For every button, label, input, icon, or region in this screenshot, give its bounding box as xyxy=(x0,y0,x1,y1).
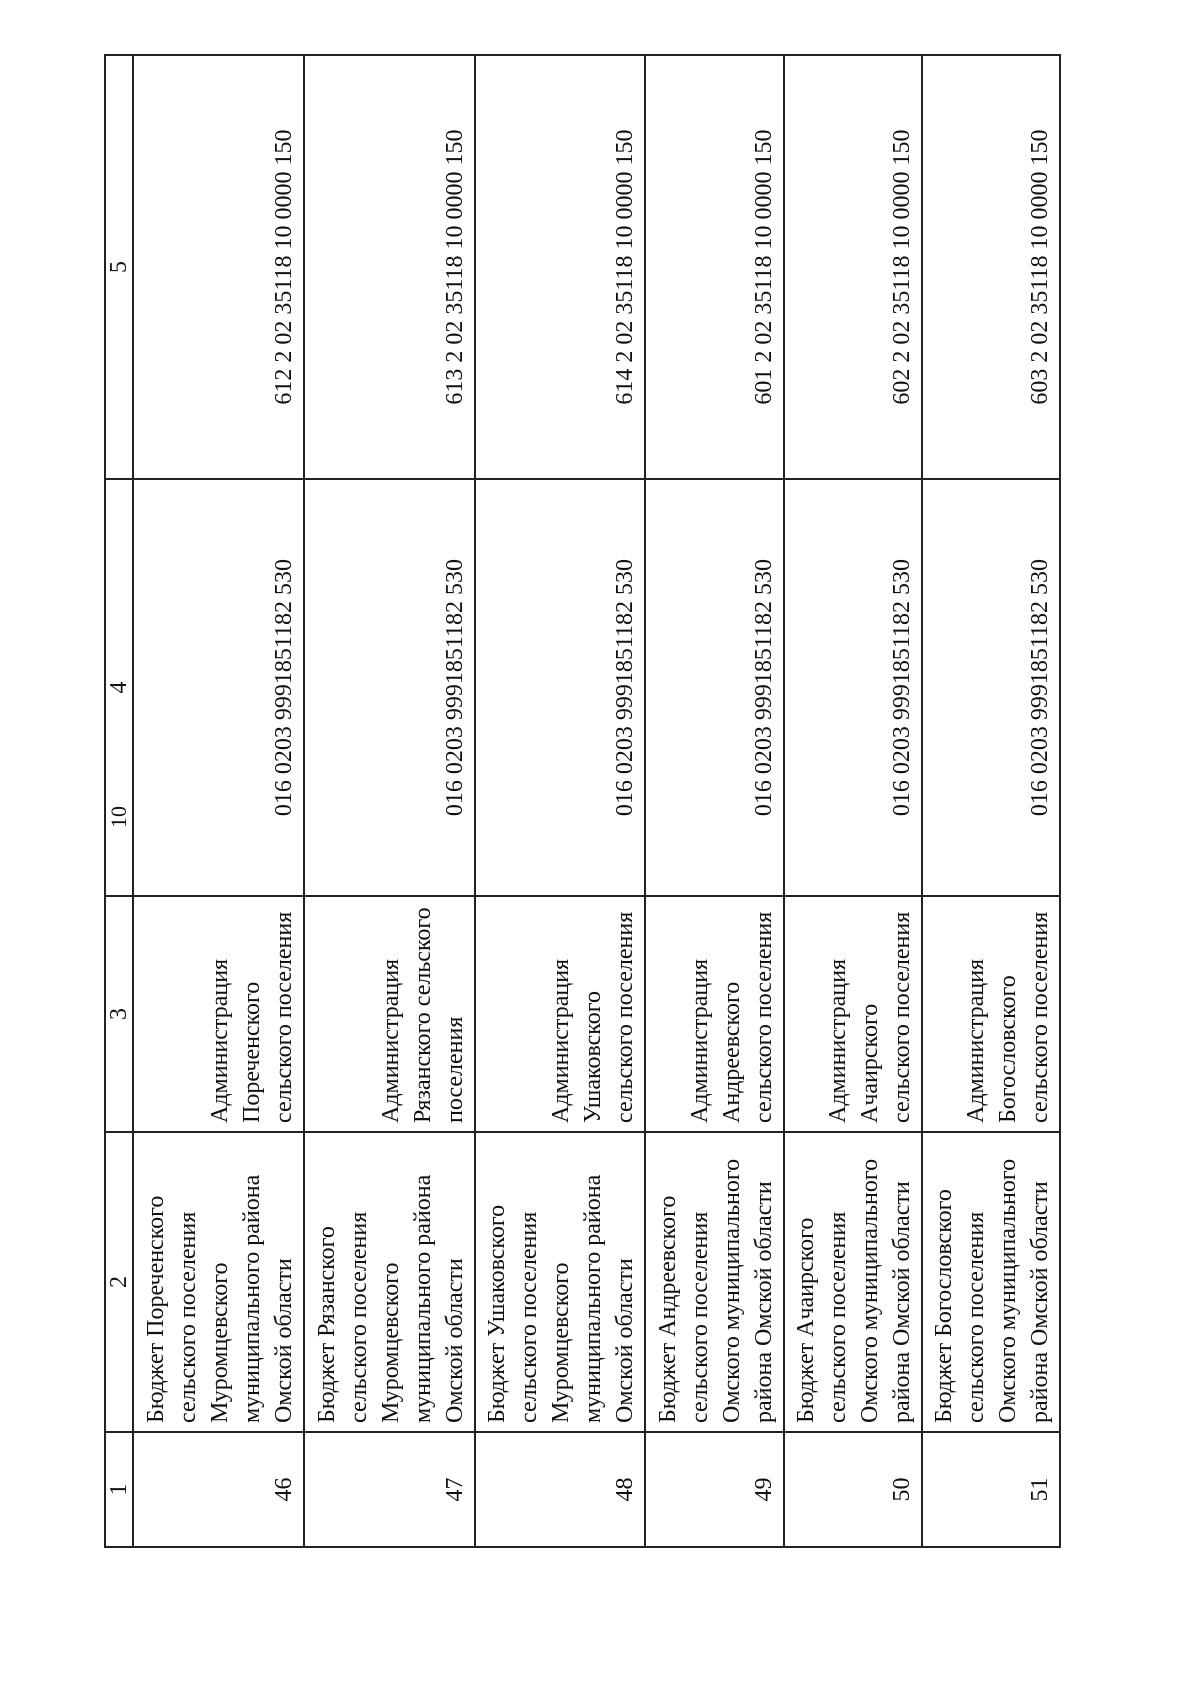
income-code-cell: 603 2 02 35118 10 0000 150 xyxy=(922,55,1060,479)
table-row xyxy=(645,55,783,1547)
income-code-cell: 614 2 02 35118 10 0000 150 xyxy=(475,55,646,479)
administration-cell: Администрация Богословского сельского поселения xyxy=(922,896,1060,1132)
header-cell-2: 2 xyxy=(105,1132,133,1432)
header-cell-3: 3 xyxy=(105,896,133,1132)
header-cell-5: 5 xyxy=(105,55,133,479)
income-code-cell: 613 2 02 35118 10 0000 150 xyxy=(304,55,475,479)
table-row xyxy=(922,55,1060,1547)
budget-cell: Бюджет Ушаковского сельского поселения Муромцевского муниципального района Омской области xyxy=(475,1132,646,1432)
administration-cell: Администрация Рязанского сельского поселения xyxy=(304,896,475,1132)
expense-code-cell: 016 0203 9991851182 530 xyxy=(475,479,646,896)
income-code-cell: 601 2 02 35118 10 0000 150 xyxy=(645,55,783,479)
expense-code-cell: 016 0203 9991851182 530 xyxy=(922,479,1060,896)
table-row xyxy=(304,55,475,1547)
header-cell-4: 4 xyxy=(105,479,133,896)
row-number-cell: 49 xyxy=(645,1432,783,1547)
budget-cell: Бюджет Ачаирского сельского поселения Омского муниципального района Омской области xyxy=(784,1132,922,1432)
table-body xyxy=(105,55,1060,1547)
administration-cell: Администрация Ушаковского сельского поселения xyxy=(475,896,646,1132)
table-row xyxy=(784,55,922,1547)
administration-cell: Администрация Пореченского сельского поселения xyxy=(133,896,304,1132)
table-header-row xyxy=(105,55,133,1547)
row-number-cell: 46 xyxy=(133,1432,304,1547)
budget-cell: Бюджет Рязанского сельского поселения Муромцевского муниципального района Омской области xyxy=(304,1132,475,1432)
budget-cell: Бюджет Богословского сельского поселения Омского муниципального района Омской области xyxy=(922,1132,1060,1432)
budget-cell: Бюджет Пореченского сельского поселения Муромцевского муниципального района Омской области xyxy=(133,1132,304,1432)
header-cell-1: 1 xyxy=(105,1432,133,1547)
page-number: 10 xyxy=(106,806,131,828)
table-row xyxy=(133,55,304,1547)
expense-code-cell: 016 0203 9991851182 530 xyxy=(645,479,783,896)
expense-code-cell: 016 0203 9991851182 530 xyxy=(304,479,475,896)
row-number-cell: 48 xyxy=(475,1432,646,1547)
budget-cell: Бюджет Андреевского сельского поселения Омского муниципального района Омской области xyxy=(645,1132,783,1432)
rotated-table-container xyxy=(104,56,1061,1548)
administration-cell: Администрация Ачаирского сельского поселения xyxy=(784,896,922,1132)
row-number-cell: 47 xyxy=(304,1432,475,1547)
income-code-cell: 612 2 02 35118 10 0000 150 xyxy=(133,55,304,479)
income-code-cell: 602 2 02 35118 10 0000 150 xyxy=(784,55,922,479)
budget-table xyxy=(104,54,1061,1548)
administration-cell: Администрация Андреевского сельского поселения xyxy=(645,896,783,1132)
expense-code-cell: 016 0203 9991851182 530 xyxy=(133,479,304,896)
row-number-cell: 50 xyxy=(784,1432,922,1547)
expense-code-cell: 016 0203 9991851182 530 xyxy=(784,479,922,896)
row-number-cell: 51 xyxy=(922,1432,1060,1547)
table-row xyxy=(475,55,646,1547)
